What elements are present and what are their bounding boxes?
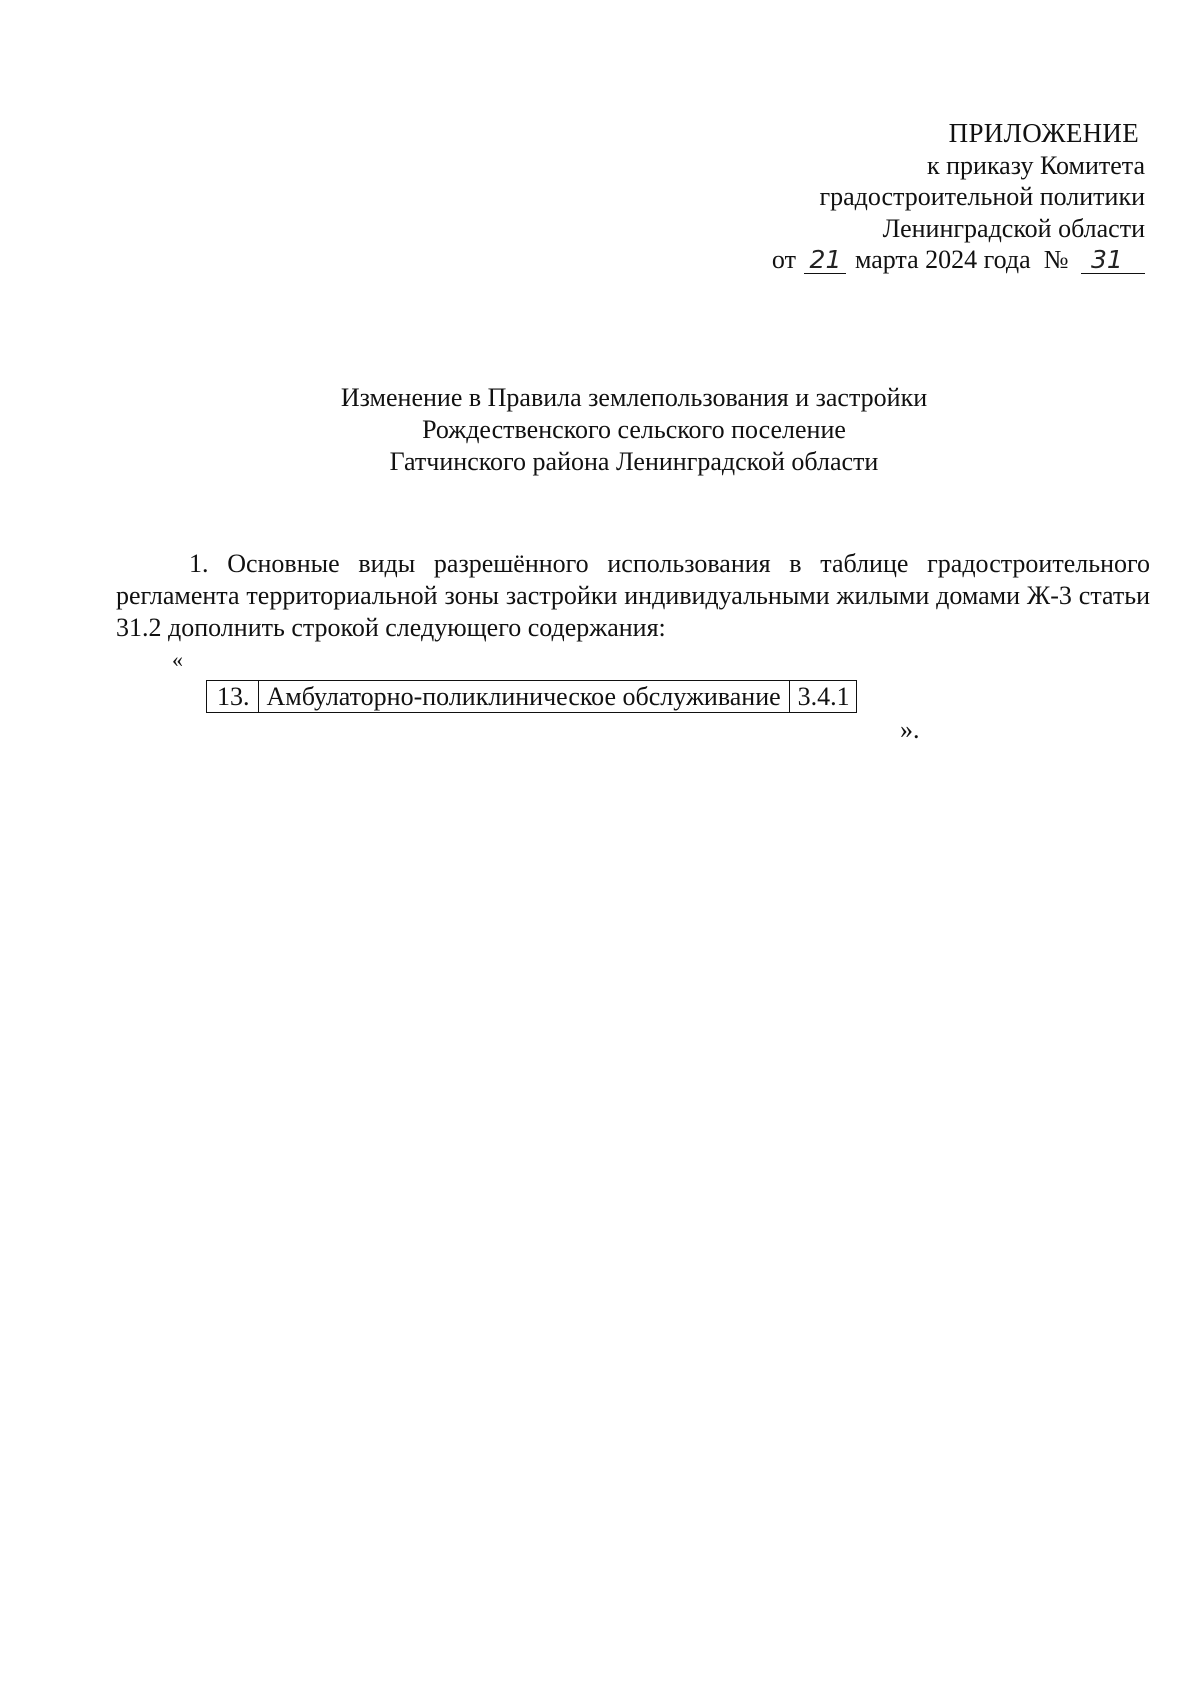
document-title-line-2: Рождественского сельского поселение xyxy=(422,415,846,444)
document-title-line-3: Гатчинского района Ленинградской области xyxy=(389,447,879,476)
use-code-cell: 3.4.1 xyxy=(789,681,856,713)
quote-open-mark: « xyxy=(172,647,183,672)
appendix-line-1: к приказу Комитета xyxy=(926,150,1145,180)
order-month-year: марта 2024 года xyxy=(854,245,1031,274)
order-date-number-line xyxy=(545,244,1145,276)
order-day-handwritten: 21 xyxy=(804,247,846,274)
row-number-cell: 13. xyxy=(207,681,259,713)
order-number-handwritten: 31 xyxy=(1081,247,1145,274)
document-title-line-1: Изменение в Правила землепользования и застройки xyxy=(340,383,928,412)
quote-close-mark: ». xyxy=(900,715,920,744)
amendment-table xyxy=(206,680,857,713)
appendix-line-3: Ленинградской области xyxy=(882,213,1145,243)
appendix-header xyxy=(545,118,1145,276)
appendix-line-2: градостроительной политики xyxy=(819,182,1145,211)
document-title xyxy=(0,382,1200,478)
order-date-prefix: от xyxy=(771,245,796,274)
appendix-title: ПРИЛОЖЕНИЕ xyxy=(948,118,1139,148)
table-row xyxy=(207,681,857,713)
order-number-sign: № xyxy=(1043,245,1069,274)
use-type-cell: Амбулаторно-поликлиническое обслуживание xyxy=(258,681,789,713)
paragraph-1: 1. Основные виды разрешённого использования в таблице градостроительного регламента территориальной зоны застройки индивидуальными жилыми домами Ж-3 статьи 31.2 дополнить строкой следующего содержания: xyxy=(116,549,1150,642)
